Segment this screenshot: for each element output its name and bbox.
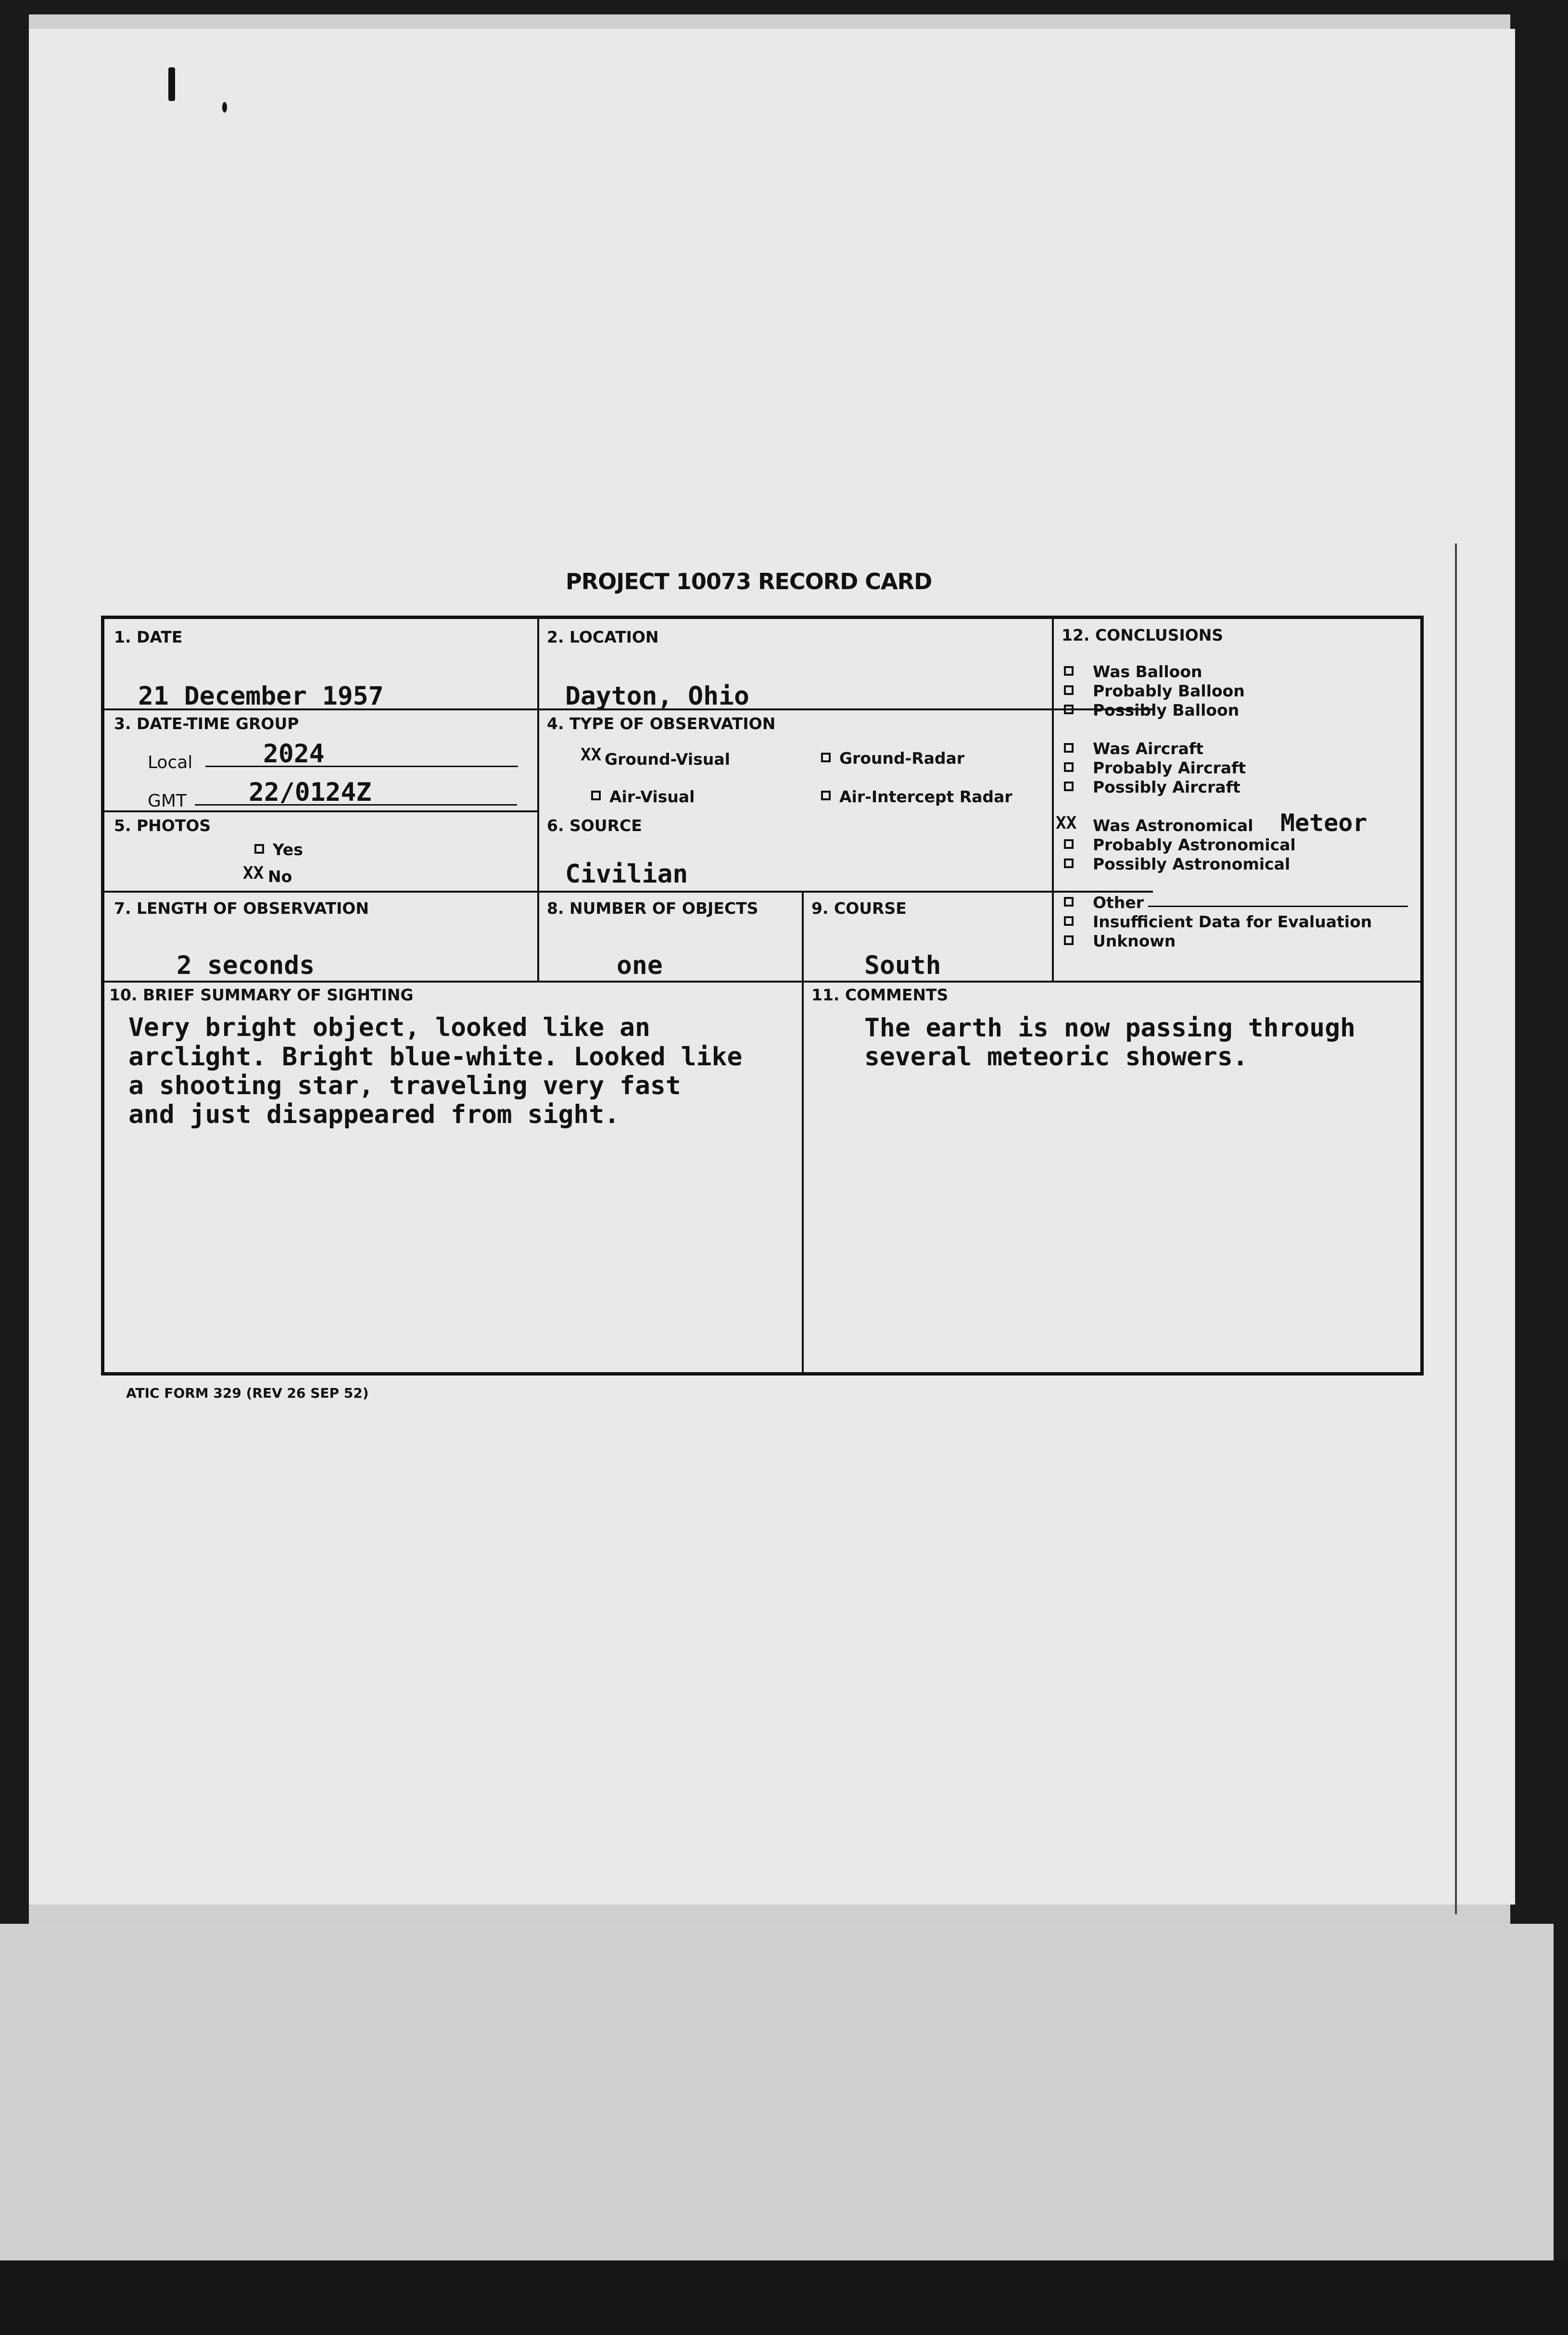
was-astronomical-option: Was Astronomical [1093, 816, 1253, 835]
probably-balloon-option: Probably Balloon [1093, 682, 1245, 700]
possibly-balloon-option: Possibly Balloon [1093, 701, 1239, 719]
unknown-checkbox [1064, 935, 1074, 945]
film-border [0, 2260, 1568, 2335]
probably-balloon-checkbox [1064, 685, 1074, 695]
was-balloon-option: Was Balloon [1093, 662, 1202, 681]
possibly-astronomical-checkbox [1064, 858, 1074, 868]
photos-no-option: No [268, 867, 292, 886]
film-speck [222, 102, 227, 113]
card-title: PROJECT 10073 RECORD CARD [566, 568, 932, 594]
film-speck [168, 67, 175, 101]
source-label: 6. SOURCE [547, 816, 642, 835]
air-visual-checkbox [591, 791, 601, 800]
photos-no-check-mark: XX [243, 863, 264, 883]
course-label: 9. COURSE [811, 899, 907, 918]
probably-astronomical-option: Probably Astronomical [1093, 835, 1296, 854]
local-time-value: 2024 [263, 739, 325, 769]
page-edge-line [1455, 543, 1457, 1914]
other-option: Other [1093, 893, 1144, 912]
location-value: Dayton, Ohio [565, 682, 749, 711]
number-of-objects-label: 8. NUMBER OF OBJECTS [547, 899, 759, 918]
date-value: 21 December 1957 [138, 682, 384, 711]
comments-line: several meteoric showers. [864, 1042, 1248, 1072]
length-of-observation-value: 2 seconds [177, 951, 315, 980]
ground-visual-check-mark: XX [581, 745, 602, 765]
number-of-objects-value: one [617, 951, 663, 980]
gmt-value: 22/0124Z [249, 778, 372, 807]
was-aircraft-checkbox [1064, 743, 1074, 753]
type-of-observation-label: 4. TYPE OF OBSERVATION [547, 714, 776, 733]
conclusions-label: 12. CONCLUSIONS [1062, 626, 1224, 644]
insufficient-data-checkbox [1064, 916, 1074, 926]
air-intercept-radar-checkbox [821, 791, 831, 800]
row-divider [104, 891, 1153, 893]
probably-astronomical-checkbox [1064, 839, 1074, 849]
source-value: Civilian [565, 859, 688, 889]
column-divider [802, 891, 804, 1374]
insufficient-data-option: Insufficient Data for Evaluation [1093, 912, 1372, 931]
form-number-footer: ATIC FORM 329 (REV 26 SEP 52) [126, 1385, 369, 1401]
photos-yes-checkbox [254, 844, 264, 854]
unknown-option: Unknown [1093, 932, 1176, 950]
summary-line: arclight. Bright blue-white. Looked like [128, 1042, 743, 1072]
conclusion-typed-meteor: Meteor [1280, 809, 1367, 837]
was-balloon-checkbox [1064, 666, 1074, 676]
row-divider [104, 981, 1422, 983]
possibly-balloon-checkbox [1064, 705, 1074, 714]
gmt-label: GMT [148, 791, 187, 811]
location-label: 2. LOCATION [547, 628, 659, 646]
ground-visual-option: Ground-Visual [605, 750, 730, 769]
record-card [101, 616, 1424, 1376]
other-underline [1148, 906, 1408, 907]
summary-line: Very bright object, looked like an [128, 1013, 650, 1042]
probably-aircraft-checkbox [1064, 762, 1074, 772]
photos-yes-option: Yes [273, 840, 303, 859]
summary-line: a shooting star, traveling very fast [128, 1071, 681, 1100]
local-time-label: Local [148, 753, 193, 772]
photos-label: 5. PHOTOS [114, 816, 211, 835]
ground-radar-checkbox [821, 753, 831, 762]
course-value: South [864, 951, 941, 980]
summary-label: 10. BRIEF SUMMARY OF SIGHTING [109, 985, 414, 1004]
date-time-group-label: 3. DATE-TIME GROUP [114, 714, 299, 733]
column-divider [537, 619, 539, 981]
air-visual-option: Air-Visual [609, 787, 695, 806]
column-divider [1052, 619, 1054, 981]
local-time-underline [205, 766, 518, 767]
was-astronomical-check-mark: XX [1056, 813, 1077, 833]
possibly-astronomical-option: Possibly Astronomical [1093, 855, 1290, 873]
other-checkbox [1064, 897, 1074, 907]
was-aircraft-option: Was Aircraft [1093, 739, 1203, 758]
date-label: 1. DATE [114, 628, 183, 646]
possibly-aircraft-option: Possibly Aircraft [1093, 778, 1240, 796]
comments-label: 11. COMMENTS [811, 985, 948, 1004]
comments-line: The earth is now passing through [864, 1013, 1356, 1043]
summary-line: and just disappeared from sight. [128, 1100, 620, 1129]
air-intercept-radar-option: Air-Intercept Radar [839, 787, 1012, 806]
underlying-page [0, 1924, 1554, 2260]
probably-aircraft-option: Probably Aircraft [1093, 758, 1246, 777]
length-of-observation-label: 7. LENGTH OF OBSERVATION [114, 899, 369, 918]
ground-radar-option: Ground-Radar [839, 749, 965, 768]
possibly-aircraft-checkbox [1064, 782, 1074, 791]
